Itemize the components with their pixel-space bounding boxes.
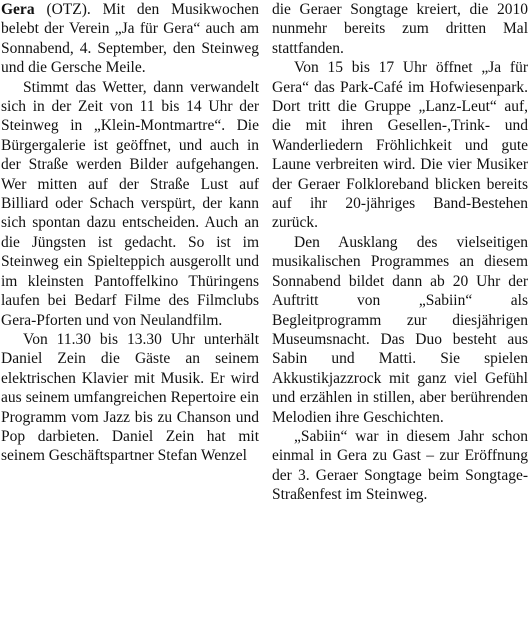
paragraph-sabiin-gera: „Sabiin“ war in diesem Jahr schon einmal in Gera zu Gast – zur Eröffnung der 3. Geraer Songtage beim Songtage-Straßenfest im Steinweg. <box>272 427 528 504</box>
paragraph-intro <box>1 0 259 78</box>
paragraph-klein-montmartre: Stimmt das Wetter, dann verwandelt sich in der Zeit von 11 bis 14 Uhr der Steinweg in „Klein-Montmartre“. Die Bürgergalerie ist geöffnet, und auch in der Straße werden Bilder aufgehangen. Wer mitten auf der Straße Lust auf Billiard oder Schach verspürt, der kann sich spontan dazu entscheiden. Auch an die Jüngsten ist gedacht. So ist im Steinweg ein Spielteppich ausgerollt und im kleinsten Pantoffelkino Thüringens laufen bei Bedarf Filme des Filmclubs Gera-Pforten und von Neulandfilm. <box>1 78 259 329</box>
right-column <box>272 0 528 639</box>
paragraph-daniel-zein: Von 11.30 bis 13.30 Uhr unterhält Daniel Zein die Gäste an seinem elektrischen Klavier mit Musik. Er wird aus seinem umfangreichen Repertoire ein Programm vom Jazz bis zu Chanson und Pop darbieten. Daniel Zein hat mit seinem Geschäftspartner Stefan Wenzel <box>1 330 259 465</box>
intro-text: (OTZ). Mit den Musikwochen belebt der Verein „Ja für Gera“ auch am Sonnabend, 4. September, den Steinweg und die Gersche Meile. <box>1 1 259 77</box>
left-column <box>1 0 259 639</box>
paragraph-park-cafe: Von 15 bis 17 Uhr öffnet „Ja für Gera“ das Park-Café im Hofwiesenpark. Dort tritt die Gruppe „Lanz-Leut“ auf, die mit ihren Gesellen-,Trink- und Wanderliedern Fröhlichkeit und gute Laune verbreiten wird. Die vier Musiker der Geraer Folkloreband blicken bereits auf ihr 20-jähriges Band-Bestehen zurück. <box>272 59 528 232</box>
paragraph-songtage-continued: die Geraer Songtage kreiert, die 2010 nunmehr bereits zum dritten Mal stattfanden. <box>272 1 528 57</box>
dateline: Gera <box>1 1 35 18</box>
paragraph-sabiin-evening: Den Ausklang des vielseitigen musikalischen Programmes an diesem Sonnabend bildet dann ab 20 Uhr der Auftritt von „Sabiin“ als Begleitprogramm zur diesjährigen Museumsnacht. Das Duo besteht aus Sabin und Matti. Sie spielen Akkustikjazzrock mit ganz viel Gefühl und erzählen in stillen, aber berührenden Melodien ihre Geschichten. <box>272 233 528 426</box>
